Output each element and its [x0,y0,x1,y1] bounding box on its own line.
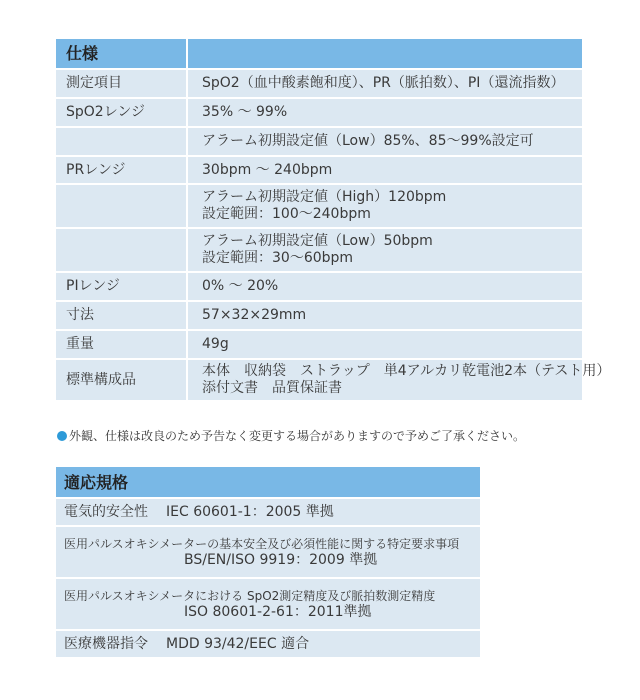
table-row [56,128,582,157]
table-row [56,185,582,229]
standard-label: 医用パルスオキシメーターの基本安全及び必須性能に関する特定要求事項 [64,536,460,551]
spec-value-line: アラーム初期設定値（Low）50bpm [202,233,433,249]
table-row [56,157,582,185]
spec-label-pi-range: PIレンジ [56,273,188,302]
standards-table [56,467,480,659]
table-row [56,331,582,360]
standard-pulse-oximeter-safety [56,527,480,579]
table-row [56,631,480,659]
table-row [56,70,582,99]
spec-table-title: 仕様 [56,39,188,70]
spec-value-pi-range: 0% ～ 20% [188,273,582,302]
spec-table-header-row [56,39,582,70]
standard-value: MDD 93/42/EEC 適合 [166,635,310,652]
table-row [56,302,582,331]
spec-value-spo2-alarm: アラーム初期設定値（Low）85%、85～99%設定可 [188,128,582,157]
standards-table-header-row [56,467,480,499]
standard-label: 医療機器指令 [64,635,148,652]
spec-label-blank [56,185,188,229]
table-row [56,527,480,579]
spec-label-spo2-range: SpO2レンジ [56,99,188,128]
disclaimer-text: 外観、仕様は改良のため予告なく変更する場合がありますので予めご了承ください。 [69,429,526,443]
spec-label-weight: 重量 [56,331,188,360]
bullet-dot-icon [57,431,67,441]
standard-electrical-safety [56,499,480,527]
spec-value-line: 設定範囲：30～60bpm [202,250,354,266]
standard-label: 電気的安全性 [64,503,148,520]
spec-value-contents [188,360,611,402]
standard-value: ISO 80601-2-61：2011準拠 [184,603,372,620]
standard-spo2-accuracy [56,579,480,631]
spec-label-measurement: 測定項目 [56,70,188,99]
spec-value-pr-alarm-low [188,229,582,273]
standard-value: BS/EN/ISO 9919：2009 準拠 [184,551,378,568]
spec-value-pr-range: 30bpm ～ 240bpm [188,157,582,185]
table-row [56,579,480,631]
spec-label-blank [56,128,188,157]
spec-table [56,39,611,402]
standards-table-title: 適応規格 [56,467,480,499]
spec-value-line: 本体 収納袋 ストラップ 単4アルカリ乾電池2本（テスト用） [202,363,611,379]
spec-value-line: 添付文書 品質保証書 [202,380,342,396]
spec-label-contents: 標準構成品 [56,360,188,402]
standard-value: IEC 60601-1：2005 準拠 [166,503,334,520]
table-row [56,360,582,402]
spec-value-weight: 49g [188,331,582,360]
table-row [56,499,480,527]
spec-value-spo2-range: 35% ～ 99% [188,99,582,128]
spec-label-dimensions: 寸法 [56,302,188,331]
spec-label-blank [56,229,188,273]
table-row [56,273,582,302]
disclaimer-note [57,428,617,444]
table-row [56,229,582,273]
spec-label-pr-range: PRレンジ [56,157,188,185]
standard-medical-device-directive [56,631,480,659]
spec-value-measurement: SpO2（血中酸素飽和度）、PR（脈拍数）、PI（還流指数） [188,70,582,99]
table-row [56,99,582,128]
spec-value-line: アラーム初期設定値（High）120bpm [202,189,447,205]
spec-value-pr-alarm-high [188,185,582,229]
spec-value-dimensions: 57×32×29mm [188,302,582,331]
standard-label: 医用パルスオキシメータにおける SpO2測定精度及び脈拍数測定精度 [64,588,436,603]
spec-value-line: 設定範囲：100～240bpm [202,206,371,222]
spec-table-header-blank [188,39,582,70]
